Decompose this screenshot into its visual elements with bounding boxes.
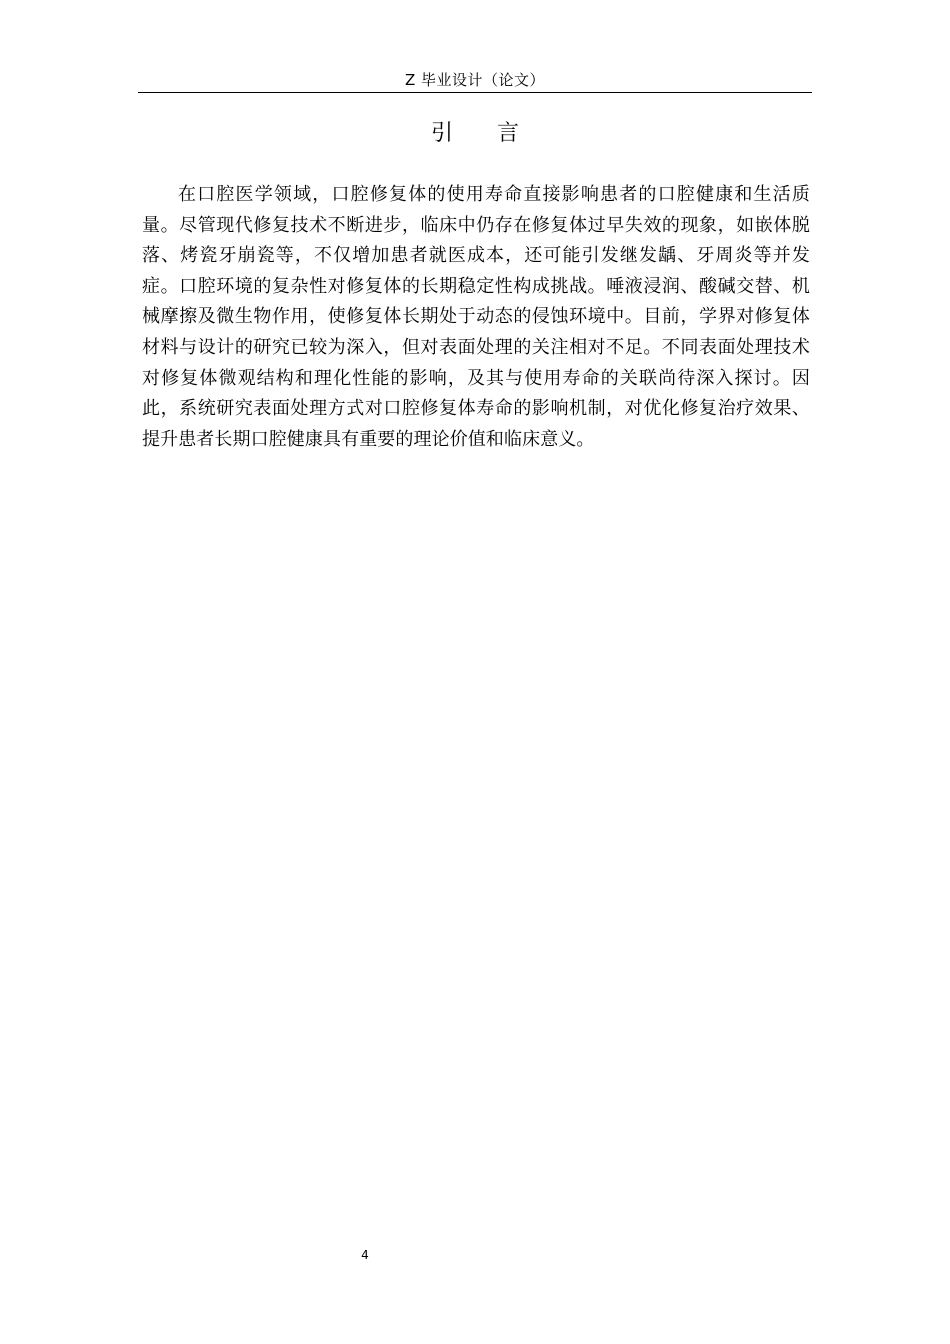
page-number: 4 <box>361 1248 369 1262</box>
running-header: Z 毕业设计（论文） <box>404 71 546 89</box>
body-paragraph: 在口腔医学领域，口腔修复体的使用寿命直接影响患者的口腔健康和生活质量。尽管现代修复技术不断进步，临床中仍存在修复体过早失效的现象，如嵌体脱落、烤瓷牙崩瓷等，不仅增加患者就医成本，还可能引发继发龋、牙周炎等并发症。口腔环境的复杂性对修复体的长期稳定性构成挑战。唾液浸润、酸碱交替、机械摩擦及微生物作用，使修复体长期处于动态的侵蚀环境中。目前，学界对修复体材料与设计的研究已较为深入，但对表面处理的关注相对不足。不同表面处理技术对修复体微观结构和理化性能的影响，及其与使用寿命的关联尚待深入探讨。因此，系统研究表面处理方式对口腔修复体寿命的影响机制，对优化修复治疗效果、提升患者长期口腔健康具有重要的理论价值和临床意义。 <box>142 184 810 450</box>
header-rule <box>138 92 812 93</box>
section-title: 引言 <box>430 121 563 146</box>
